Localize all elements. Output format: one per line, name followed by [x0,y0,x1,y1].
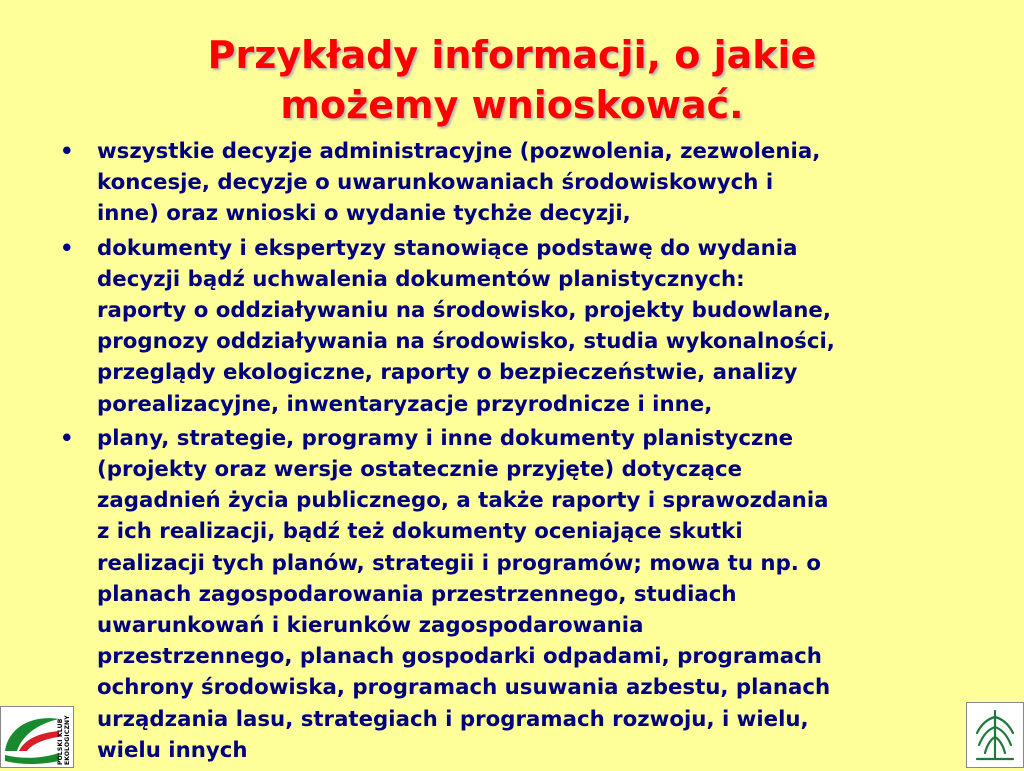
bullet-dot-icon: • [60,425,74,451]
title-line-1: Przykłady informacji, o jakie [207,33,817,77]
bullet-3-line-9: ochrony środowiska, programach usuwania azbestu, planach [97,675,831,701]
bullet-3-line-8: przestrzennego, planach gospodarki odpadami, programach [97,644,822,670]
bullet-item-documents [60,233,965,420]
bullet-3-line-5: realizacji tych planów, strategii i programów; mowa tu np. o [97,550,821,576]
bullet-item-decisions [60,136,965,230]
bullet-3-line-4: z ich realizacji, bądź też dokumenty oceniające skutki [97,519,743,545]
bullet-dot-icon: • [60,139,74,164]
title-line-2: możemy wnioskować. [280,83,744,127]
pke-logo-text: POLSKI KLUB EKOLOGICZNY [57,715,71,765]
bullet-2-line-1: dokumenty i ekspertyzy stanowiące podstawę do wydania [97,235,798,261]
polski-klub-ekologiczny-logo [0,706,74,768]
bullet-item-plans [60,423,965,766]
pke-green-base [5,753,59,764]
bullet-3-line-11: wielu innych [97,737,248,763]
slide-title [0,30,1024,130]
bullet-3-line-7: uwarunkowań i kierunków zagospodarowania [97,613,644,639]
emblem-stroke [995,717,1013,733]
tree-emblem-icon [967,703,1023,767]
emblem-stroke [995,737,1005,753]
bullet-3-line-1: plany, strategie, programy i inne dokumenty planistyczne [97,425,794,451]
bullet-list [60,136,965,769]
bullet-dot-icon: • [60,235,74,261]
emblem-stroke [985,737,995,753]
bullet-2-line-4: prognozy oddziaływania na środowisko, studia wykonalności, [97,329,835,355]
emblem-logo-right [966,702,1024,768]
emblem-stroke [995,727,1011,745]
bullet-3-line-10: urządzania lasu, strategiach i programach rozwoju, i wielu, [97,706,809,732]
bullet-1-line-1: wszystkie decyzje administracyjne (pozwolenia, zezwolenia, [97,139,821,164]
bullet-2-line-5: przeglądy ekologiczne, raporty o bezpieczeństwie, analizy [97,360,798,386]
bullet-1-line-2: koncesje, decyzje o uwarunkowaniach środowiskowych i [97,170,774,196]
bullet-3-line-6: planach zagospodarowania przestrzennego, studiach [97,581,737,607]
bullet-3-line-3: zagadnień życia publicznego, a także raporty i sprawozdania [97,488,829,514]
bullet-1-line-3: inne) oraz wnioski o wydanie tychże decyzji, [97,201,631,227]
bullet-3-line-2: (projekty oraz wersje ostatecznie przyjęte) dotyczące [97,457,743,483]
emblem-stroke [977,717,995,733]
bullet-2-line-6: porealizacyjne, inwentaryzacje przyrodnicze i inne, [97,391,713,417]
bullet-2-line-3: raporty o oddziaływaniu na środowisko, projekty budowlane, [97,298,831,324]
bullet-2-line-2: decyzji bądź uchwalenia dokumentów planistycznych: [97,266,745,292]
emblem-stroke [979,727,995,745]
